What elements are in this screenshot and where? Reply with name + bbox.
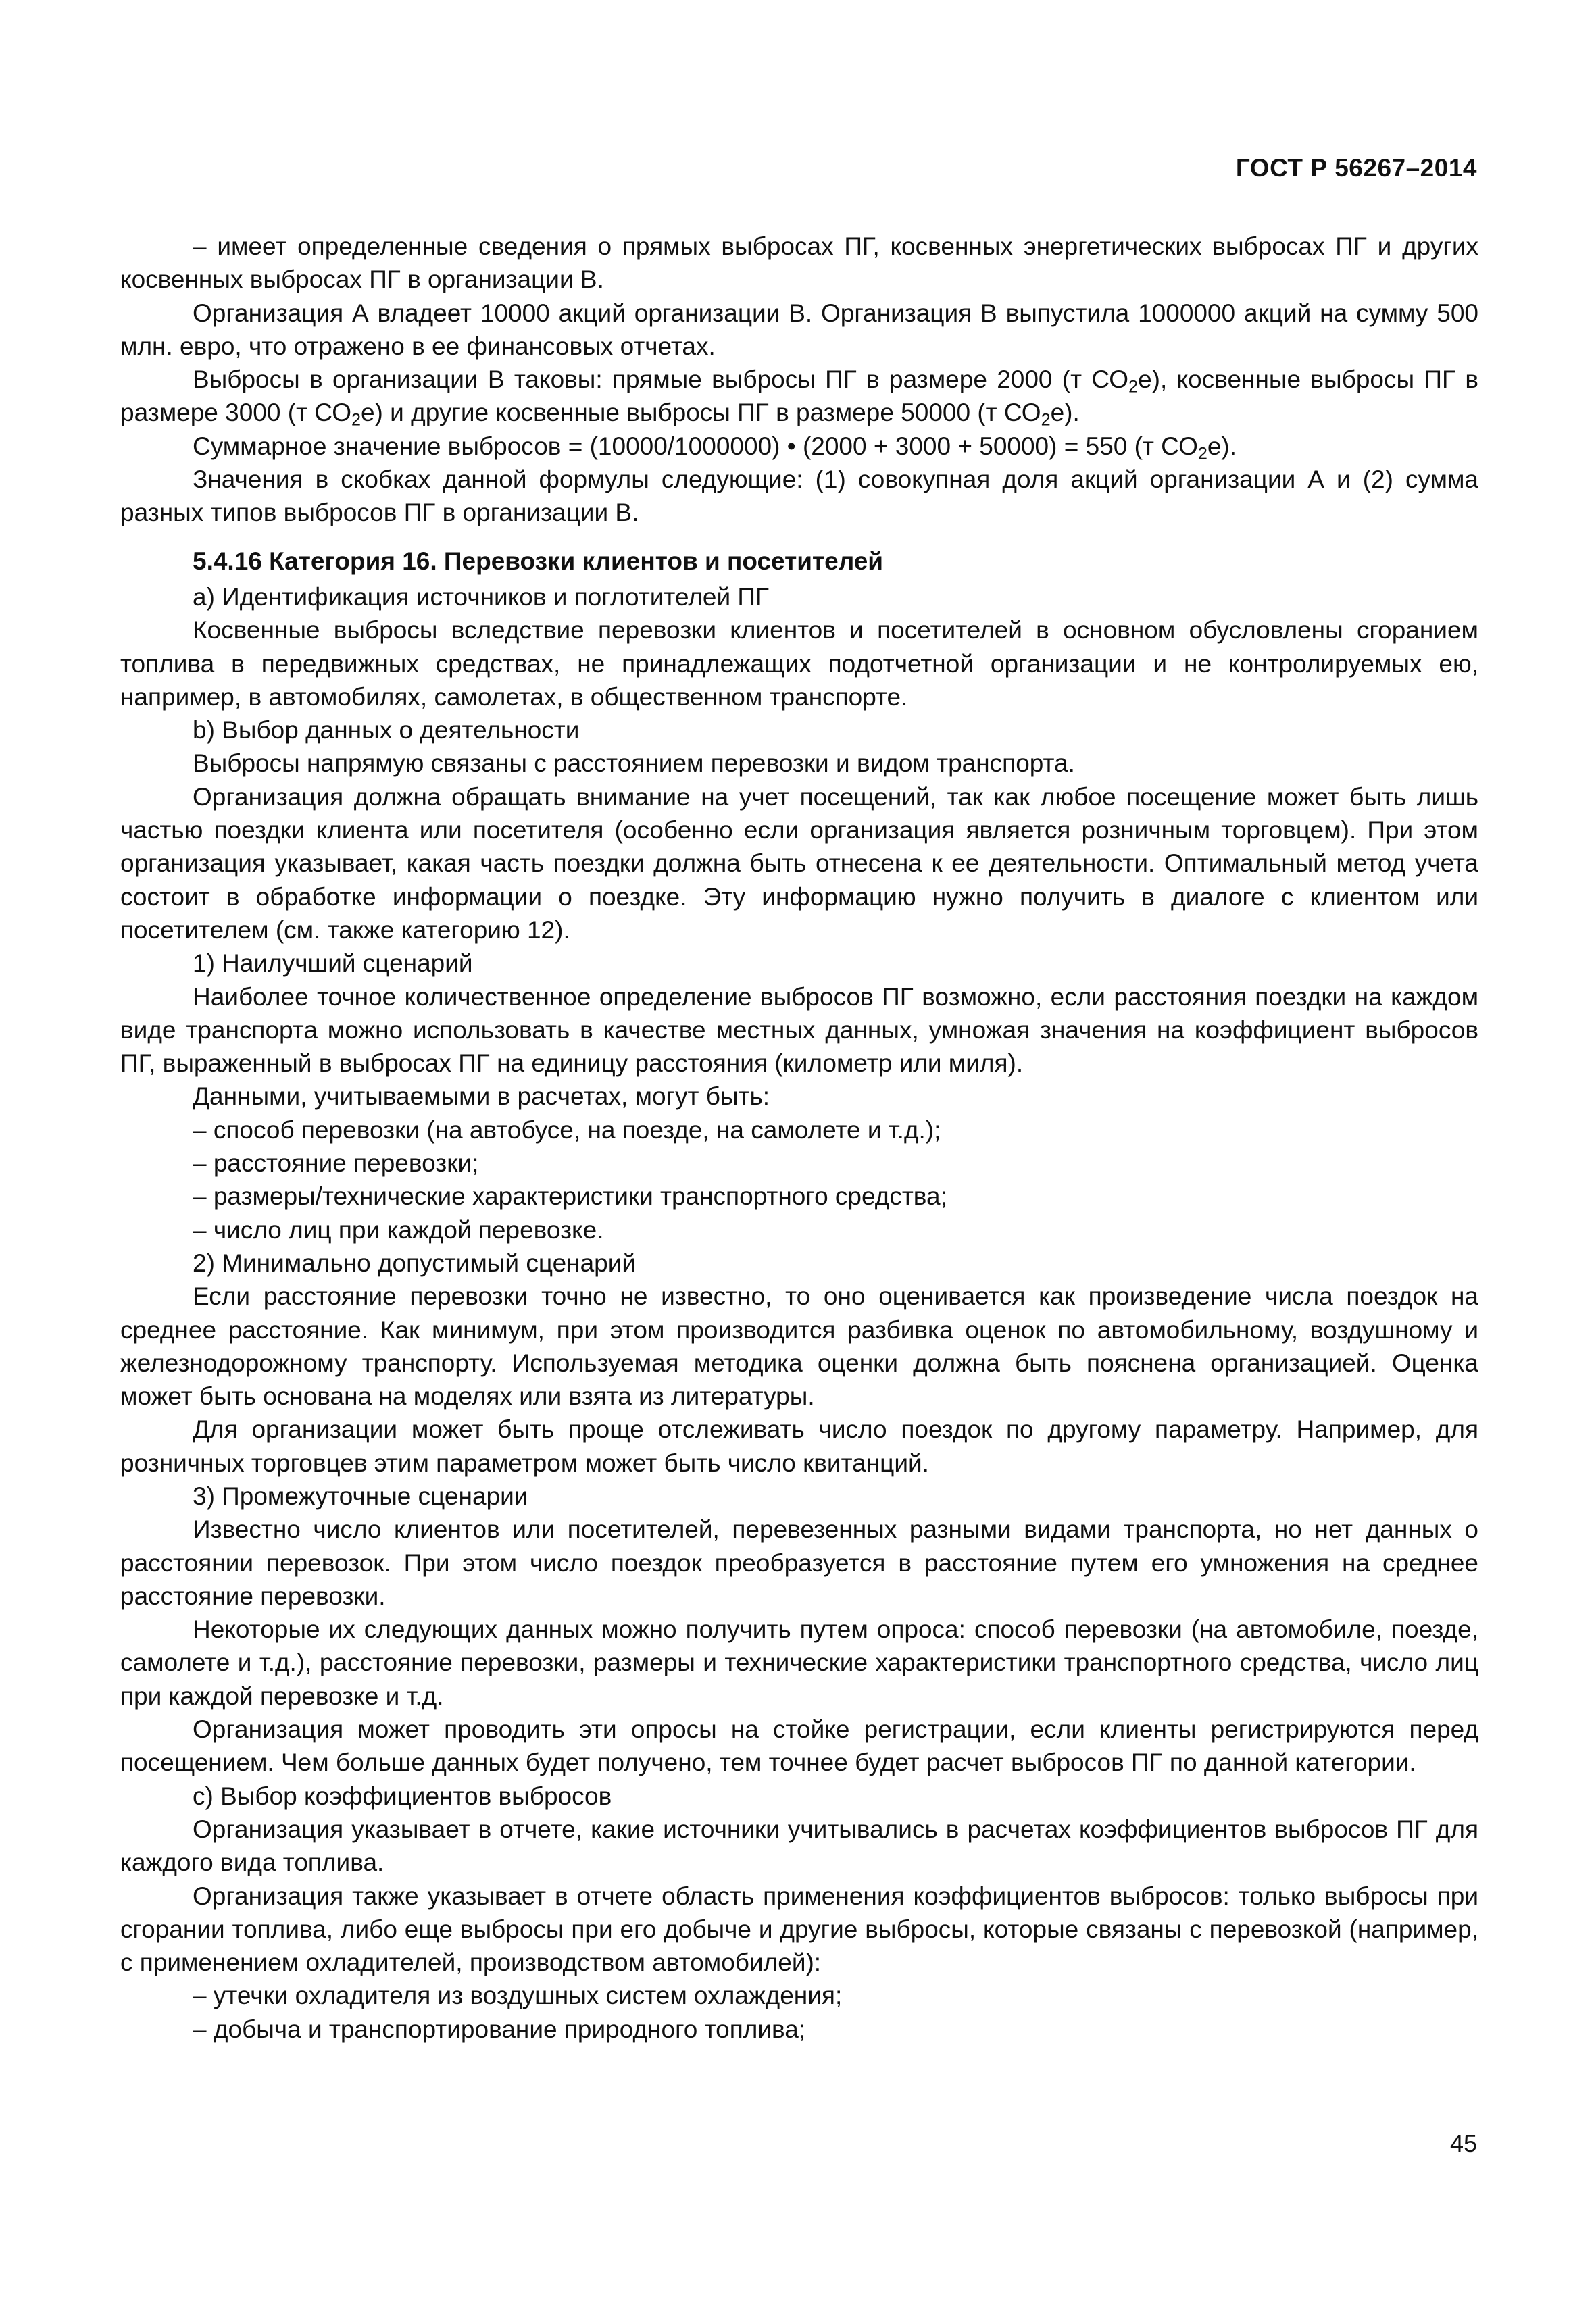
paragraph: Значения в скобках данной формулы следующие: (1) совокупная доля акций организации А и (2) сумма разных типов выбросов ПГ в организации В. — [120, 466, 1478, 527]
paragraph — [120, 430, 1478, 463]
paragraph: Выбросы напрямую связаны с расстоянием перевозки и видом транспорта. — [193, 749, 1075, 778]
subscript: 2 — [351, 410, 361, 430]
paragraph: 1) Наилучший сценарий — [193, 949, 473, 978]
text-run: е). — [1207, 432, 1237, 460]
paragraph: Если расстояние перевозки точно не известно, то оно оценивается как произведение числа поездок на среднее расстояние. Как минимум, при этом производится разбивка оценок по автомобильному, воздушному и железнодорожному транспорту. Используемая методика оценки должна быть пояснена организацией. Оценка может быть основана на моделях или взята из литературы. — [120, 1282, 1478, 1411]
subscript: 2 — [1128, 377, 1139, 397]
paragraph: Организация также указывает в отчете область применения коэффициентов выбросов: только выбросы при сгорании топлива, либо еще выбросы при его добыче и другие выбросы, которые связаны с перевозкой (например, с применением охладителей, производством автомобилей): — [120, 1882, 1478, 1977]
paragraph: – расстояние перевозки; — [193, 1149, 479, 1178]
paragraph: Наиболее точное количественное определение выбросов ПГ возможно, если расстояния поездки на каждом виде транспорта можно использовать в качестве местных данных, умножая значения на коэффициент выбросов ПГ, выраженный в выбросах ПГ на единицу расстояния (километр или миля). — [120, 982, 1478, 1078]
paragraph: Организация указывает в отчете, какие источники учитывались в расчетах коэффициентов выбросов ПГ для каждого вида топлива. — [120, 1815, 1478, 1877]
paragraph: Косвенные выбросы вследствие перевозки клиентов и посетителей в основном обусловлены сгоранием топлива в передвижных средствах, не принадлежащих подотчетной организации и не контролируемых ею, например, в автомобилях, самолетах, в общественном транспорте. — [120, 616, 1478, 711]
text-run: е). — [1050, 399, 1080, 427]
paragraph: – способ перевозки (на автобусе, на поезде, на самолете и т.д.); — [193, 1115, 941, 1144]
paragraph: Организация может проводить эти опросы на стойке регистрации, если клиенты регистрируются перед посещением. Чем больше данных будет получено, тем точнее будет расчет выбросов ПГ по данной категории. — [120, 1715, 1478, 1777]
paragraph: Организация должна обращать внимание на учет посещений, так как любое посещение может быть лишь частью поездки клиента или посетителя (особенно если организация является розничным торговцем). При этом организация указывает, какая часть поездки должна быть отнесена к ее деятельности. Оптимальный метод учета состоит в обработке информации о поездке. Эту информацию нужно получить в диалоге с клиентом или посетителем (см. также категорию 12). — [120, 782, 1478, 944]
section-heading: 5.4.16 Категория 16. Перевозки клиентов и посетителей — [193, 547, 884, 575]
paragraph: – число лиц при каждой перевозке. — [193, 1215, 604, 1244]
paragraph: c) Выбор коэффициентов выбросов — [193, 1782, 612, 1810]
document-header: ГОСТ Р 56267–2014 — [1235, 154, 1477, 182]
paragraph: Данными, учитываемыми в расчетах, могут быть: — [193, 1082, 770, 1111]
paragraph: – размеры/технические характеристики транспортного средства; — [193, 1182, 947, 1211]
paragraph: Организация А владеет 10000 акций организации В. Организация В выпустила 1000000 акций на сумму 500 млн. евро, что отражено в ее финансовых отчетах. — [120, 299, 1478, 360]
paragraph — [120, 363, 1478, 430]
subscript: 2 — [1041, 410, 1051, 430]
paragraph: Известно число клиентов или посетителей, перевезенных разными видами транспорта, но нет данных о расстоянии перевозок. При этом число поездок преобразуется в расстояние путем его умножения на среднее расстояние перевозки. — [120, 1515, 1478, 1610]
document-body — [120, 230, 1478, 2046]
page-number: 45 — [1449, 2130, 1477, 2157]
paragraph: – имеет определенные сведения о прямых выбросах ПГ, косвенных энергетических выбросах ПГ и других косвенных выбросах ПГ в организации В. — [120, 232, 1478, 294]
paragraph: 2) Минимально допустимый сценарий — [193, 1249, 637, 1277]
paragraph: – добыча и транспортирование природного топлива; — [193, 2015, 806, 2043]
text-run: е), косвенные выбросы ПГ в размере 3000 (т СО — [120, 366, 1478, 427]
paragraph: – утечки охладителя из воздушных систем охлаждения; — [193, 1982, 843, 2010]
text-run: е) и другие косвенные выбросы ПГ в размере 50000 (т СО — [360, 399, 1041, 427]
paragraph: Некоторые их следующих данных можно получить путем опроса: способ перевозки (на автомобиле, поезде, самолете и т.д.), расстояние перевозки, размеры и технические характеристики транспортного средства, число лиц при каждой перевозке и т.д. — [120, 1615, 1478, 1710]
subscript: 2 — [1197, 444, 1207, 463]
text-run: Выбросы в организации В таковы: прямые выбросы ПГ в размере 2000 (т СО — [193, 366, 1129, 394]
paragraph: b) Выбор данных о деятельности — [193, 716, 580, 745]
paragraph: Для организации может быть проще отслеживать число поездок по другому параметру. Например, для розничных торговцев этим параметром может быть число квитанций. — [120, 1415, 1478, 1477]
paragraph: a) Идентификация источников и поглотителей ПГ — [193, 582, 770, 611]
text-run: Суммарное значение выбросов = (10000/1000000) • (2000 + 3000 + 50000) = 550 (т СО — [193, 432, 1198, 460]
paragraph: 3) Промежуточные сценарии — [193, 1482, 528, 1510]
